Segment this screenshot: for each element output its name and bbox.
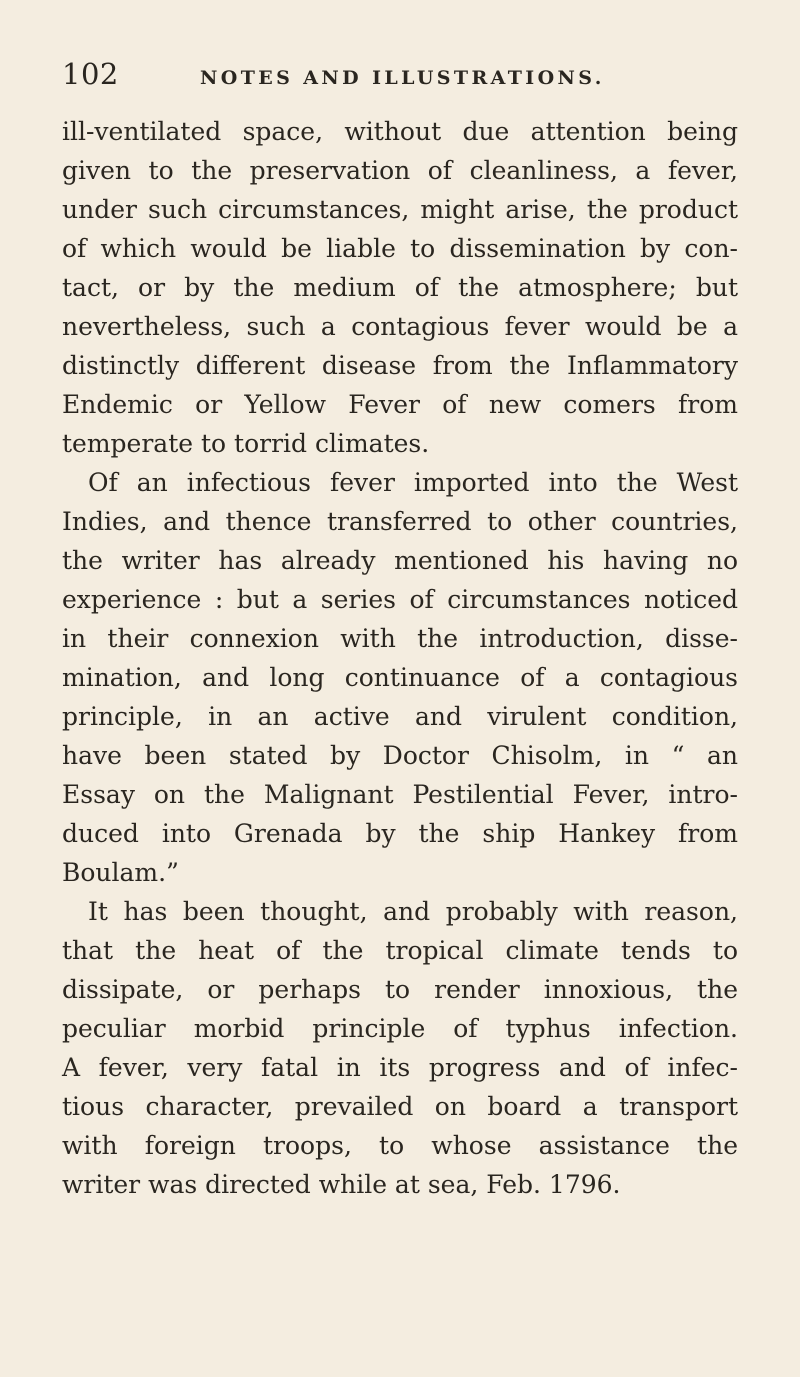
- paragraph-end-line: Boulam.”: [62, 858, 179, 887]
- text-line: that the heat of the tropical climate tends to: [62, 936, 738, 965]
- text-line: Indies, and thence transferred to other countries,: [62, 507, 738, 536]
- text-line: peculiar morbid principle of typhus infection.: [62, 1014, 738, 1043]
- text-line: mination, and long continuance of a contagious: [62, 663, 738, 692]
- body-text: [62, 112, 738, 1204]
- text-line: experience : but a series of circumstances noticed: [62, 585, 738, 614]
- text-line: ill-ventilated space, without due attention being: [62, 117, 738, 146]
- text-line: distinctly different disease from the Inflammatory: [62, 351, 738, 380]
- text-line: duced into Grenada by the ship Hankey from: [62, 819, 738, 848]
- text-line: in their connexion with the introduction, disse-: [62, 624, 738, 653]
- text-line: tact, or by the medium of the atmosphere; but: [62, 273, 738, 302]
- text-line: of which would be liable to dissemination by con-: [62, 234, 738, 263]
- paragraph-end-line: temperate to torrid climates.: [62, 429, 430, 458]
- text-line: under such circumstances, might arise, the product: [62, 195, 738, 224]
- text-line: nevertheless, such a contagious fever would be a: [62, 312, 738, 341]
- running-head: NOTES AND ILLUSTRATIONS.: [200, 67, 605, 89]
- text-line: have been stated by Doctor Chisolm, in “ an: [62, 741, 738, 770]
- page-header: [0, 58, 800, 98]
- text-line: Endemic or Yellow Fever of new comers from: [62, 390, 738, 419]
- text-line: with foreign troops, to whose assistance the: [62, 1131, 738, 1160]
- text-line: principle, in an active and virulent condition,: [62, 702, 738, 731]
- text-line: given to the preservation of cleanliness, a fever,: [62, 156, 738, 185]
- text-line: the writer has already mentioned his having no: [62, 546, 738, 575]
- text-line: tious character, prevailed on board a transport: [62, 1092, 738, 1121]
- text-line: Essay on the Malignant Pestilential Fever, intro-: [62, 780, 738, 809]
- paragraph-end-line: writer was directed while at sea, Feb. 1796.: [62, 1170, 621, 1199]
- page-number: 102: [62, 57, 119, 91]
- text-line: dissipate, or perhaps to render innoxious, the: [62, 975, 738, 1004]
- paragraph-start-line: Of an infectious fever imported into the West: [88, 468, 738, 497]
- paragraph-start-line: It has been thought, and probably with reason,: [88, 897, 738, 926]
- text-line: A fever, very fatal in its progress and of infec-: [62, 1053, 738, 1082]
